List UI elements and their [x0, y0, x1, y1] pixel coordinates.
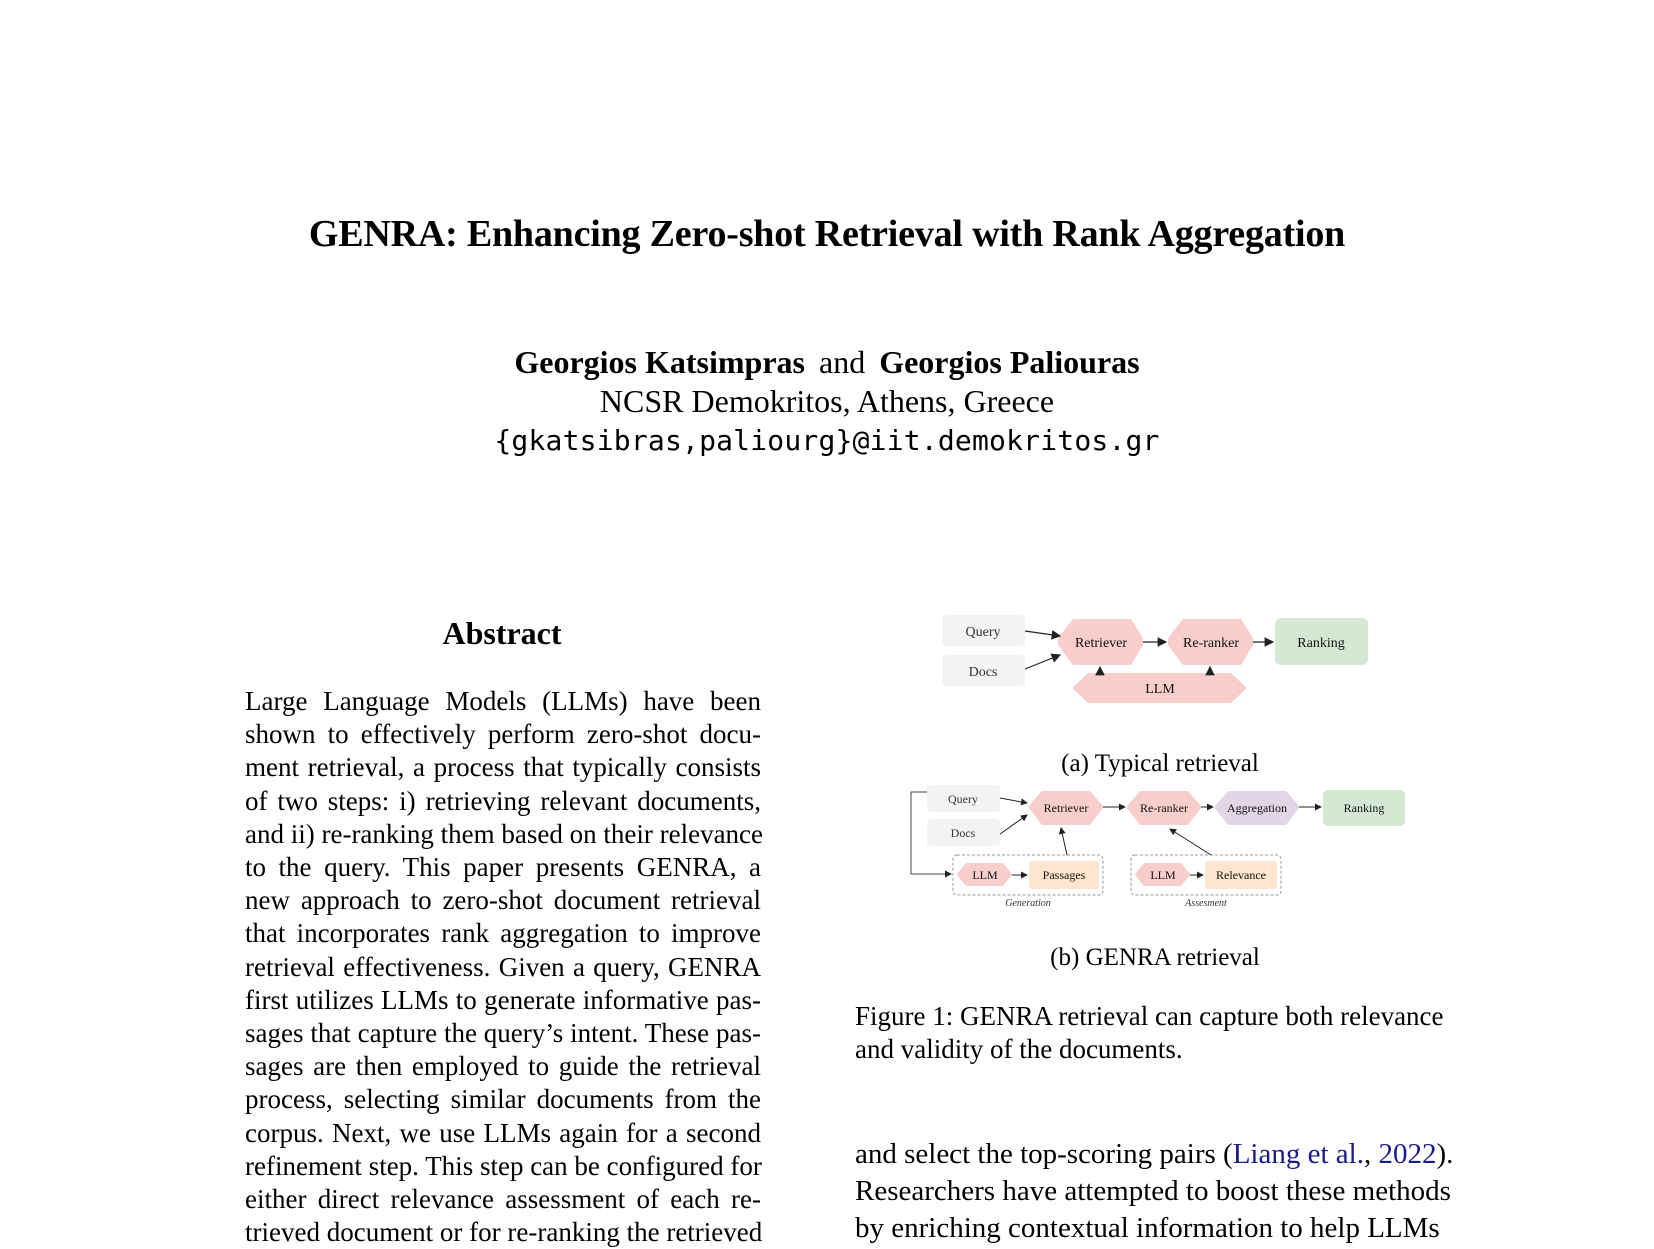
abstract-line: retrieval effectiveness. Given a query, GENRA [245, 951, 761, 982]
query-label: Query [948, 792, 978, 806]
body-text: ). [1436, 1138, 1454, 1170]
abstract-line: sages that capture the query’s intent. These pas- [245, 1018, 761, 1049]
author-joiner: and [819, 344, 866, 380]
retriever-label: Retriever [1074, 636, 1128, 651]
arrow [1170, 829, 1211, 855]
abstract-line: that incorporates rank aggregation to improve [245, 918, 761, 949]
query-label: Query [965, 625, 1001, 640]
affiliation: NCSR Demokritos, Athens, Greece [599, 383, 1055, 419]
gen-llm-label: LLM [972, 868, 998, 882]
abstract-line: refinement step. This step can be configured for [245, 1150, 762, 1181]
abstract-line: to the query. This paper presents GENRA, a [245, 852, 761, 883]
body-text: and select the top-scoring pairs ( [855, 1138, 1233, 1170]
author-name: Georgios Paliouras [879, 344, 1140, 380]
abstract-line: of two steps: i) retrieving relevant documents, [245, 785, 761, 816]
arrow [1000, 815, 1027, 834]
body-line [855, 1136, 1467, 1173]
subcaption-a: (a) Typical retrieval [1061, 750, 1259, 777]
body-line: Researchers have attempted to boost these methods [855, 1175, 1451, 1207]
arrow [1000, 798, 1027, 803]
generation-label: Generation [1005, 898, 1051, 909]
assess-llm-label: LLM [1150, 868, 1176, 882]
author-block [0, 343, 1654, 460]
arrow [1061, 828, 1067, 855]
citation-link[interactable]: Liang et al. [1232, 1138, 1364, 1170]
body-text: , [1363, 1138, 1379, 1170]
docs-label: Docs [968, 665, 998, 680]
llm-label: LLM [1145, 682, 1175, 697]
diagram-typical-retrieval [930, 605, 1390, 725]
figure-caption [855, 1000, 1467, 1066]
diagram-genra-retrieval [905, 785, 1425, 915]
abstract-body [245, 685, 764, 1249]
abstract-line: and ii) re-ranking them based on their relevance [245, 818, 764, 849]
abstract-line: ment retrieval, a process that typically consists [245, 752, 761, 783]
author-email: {gkatsibras,paliourg}@iit.demokritos.gr [494, 424, 1160, 457]
paper-title: GENRA: Enhancing Zero-shot Retrieval with Rank Aggregation [308, 213, 1346, 255]
abstract-line: first utilizes LLMs to generate informative pas- [245, 984, 761, 1015]
subcaption-b: (b) GENRA retrieval [1050, 944, 1260, 971]
reranker-label: Re-ranker [1140, 801, 1188, 815]
abstract-line: either direct relevance assessment of each re- [245, 1184, 761, 1215]
assessment-label: Assesment [1185, 898, 1227, 909]
aggregation-label: Aggregation [1227, 801, 1287, 815]
arrow [1025, 655, 1060, 669]
abstract-line: corpus. Next, we use LLMs again for a second [245, 1117, 761, 1148]
abstract-heading: Abstract [442, 615, 562, 651]
retriever-label: Retriever [1043, 801, 1089, 815]
ranking-label: Ranking [1343, 801, 1385, 815]
abstract-line: process, selecting similar documents from the [245, 1084, 761, 1115]
citation-year-link[interactable]: 2022 [1378, 1138, 1437, 1170]
right-column-body [855, 1136, 1467, 1247]
body-line: by enriching contextual information to help LLMs [855, 1212, 1440, 1244]
passages-label: Passages [1042, 868, 1086, 882]
caption-line: Figure 1: GENRA retrieval can capture both relevance [855, 1001, 1444, 1031]
abstract-line: trieved document or for re-ranking the retrieved [245, 1217, 763, 1248]
abstract-line: sages are then employed to guide the retrieval [245, 1051, 761, 1082]
docs-label: Docs [950, 826, 976, 840]
caption-line: and validity of the documents. [855, 1034, 1183, 1064]
ranking-label: Ranking [1297, 636, 1345, 651]
reranker-label: Re-ranker [1183, 636, 1239, 651]
abstract-line: shown to effectively perform zero-shot docu- [245, 719, 761, 750]
arrow [1025, 631, 1060, 636]
abstract-line: Large Language Models (LLMs) have been [245, 686, 761, 716]
relevance-label: Relevance [1216, 868, 1266, 882]
author-line [0, 343, 1654, 382]
abstract-line: new approach to zero-shot document retrieval [245, 885, 761, 916]
author-name: Georgios Katsimpras [514, 344, 805, 380]
